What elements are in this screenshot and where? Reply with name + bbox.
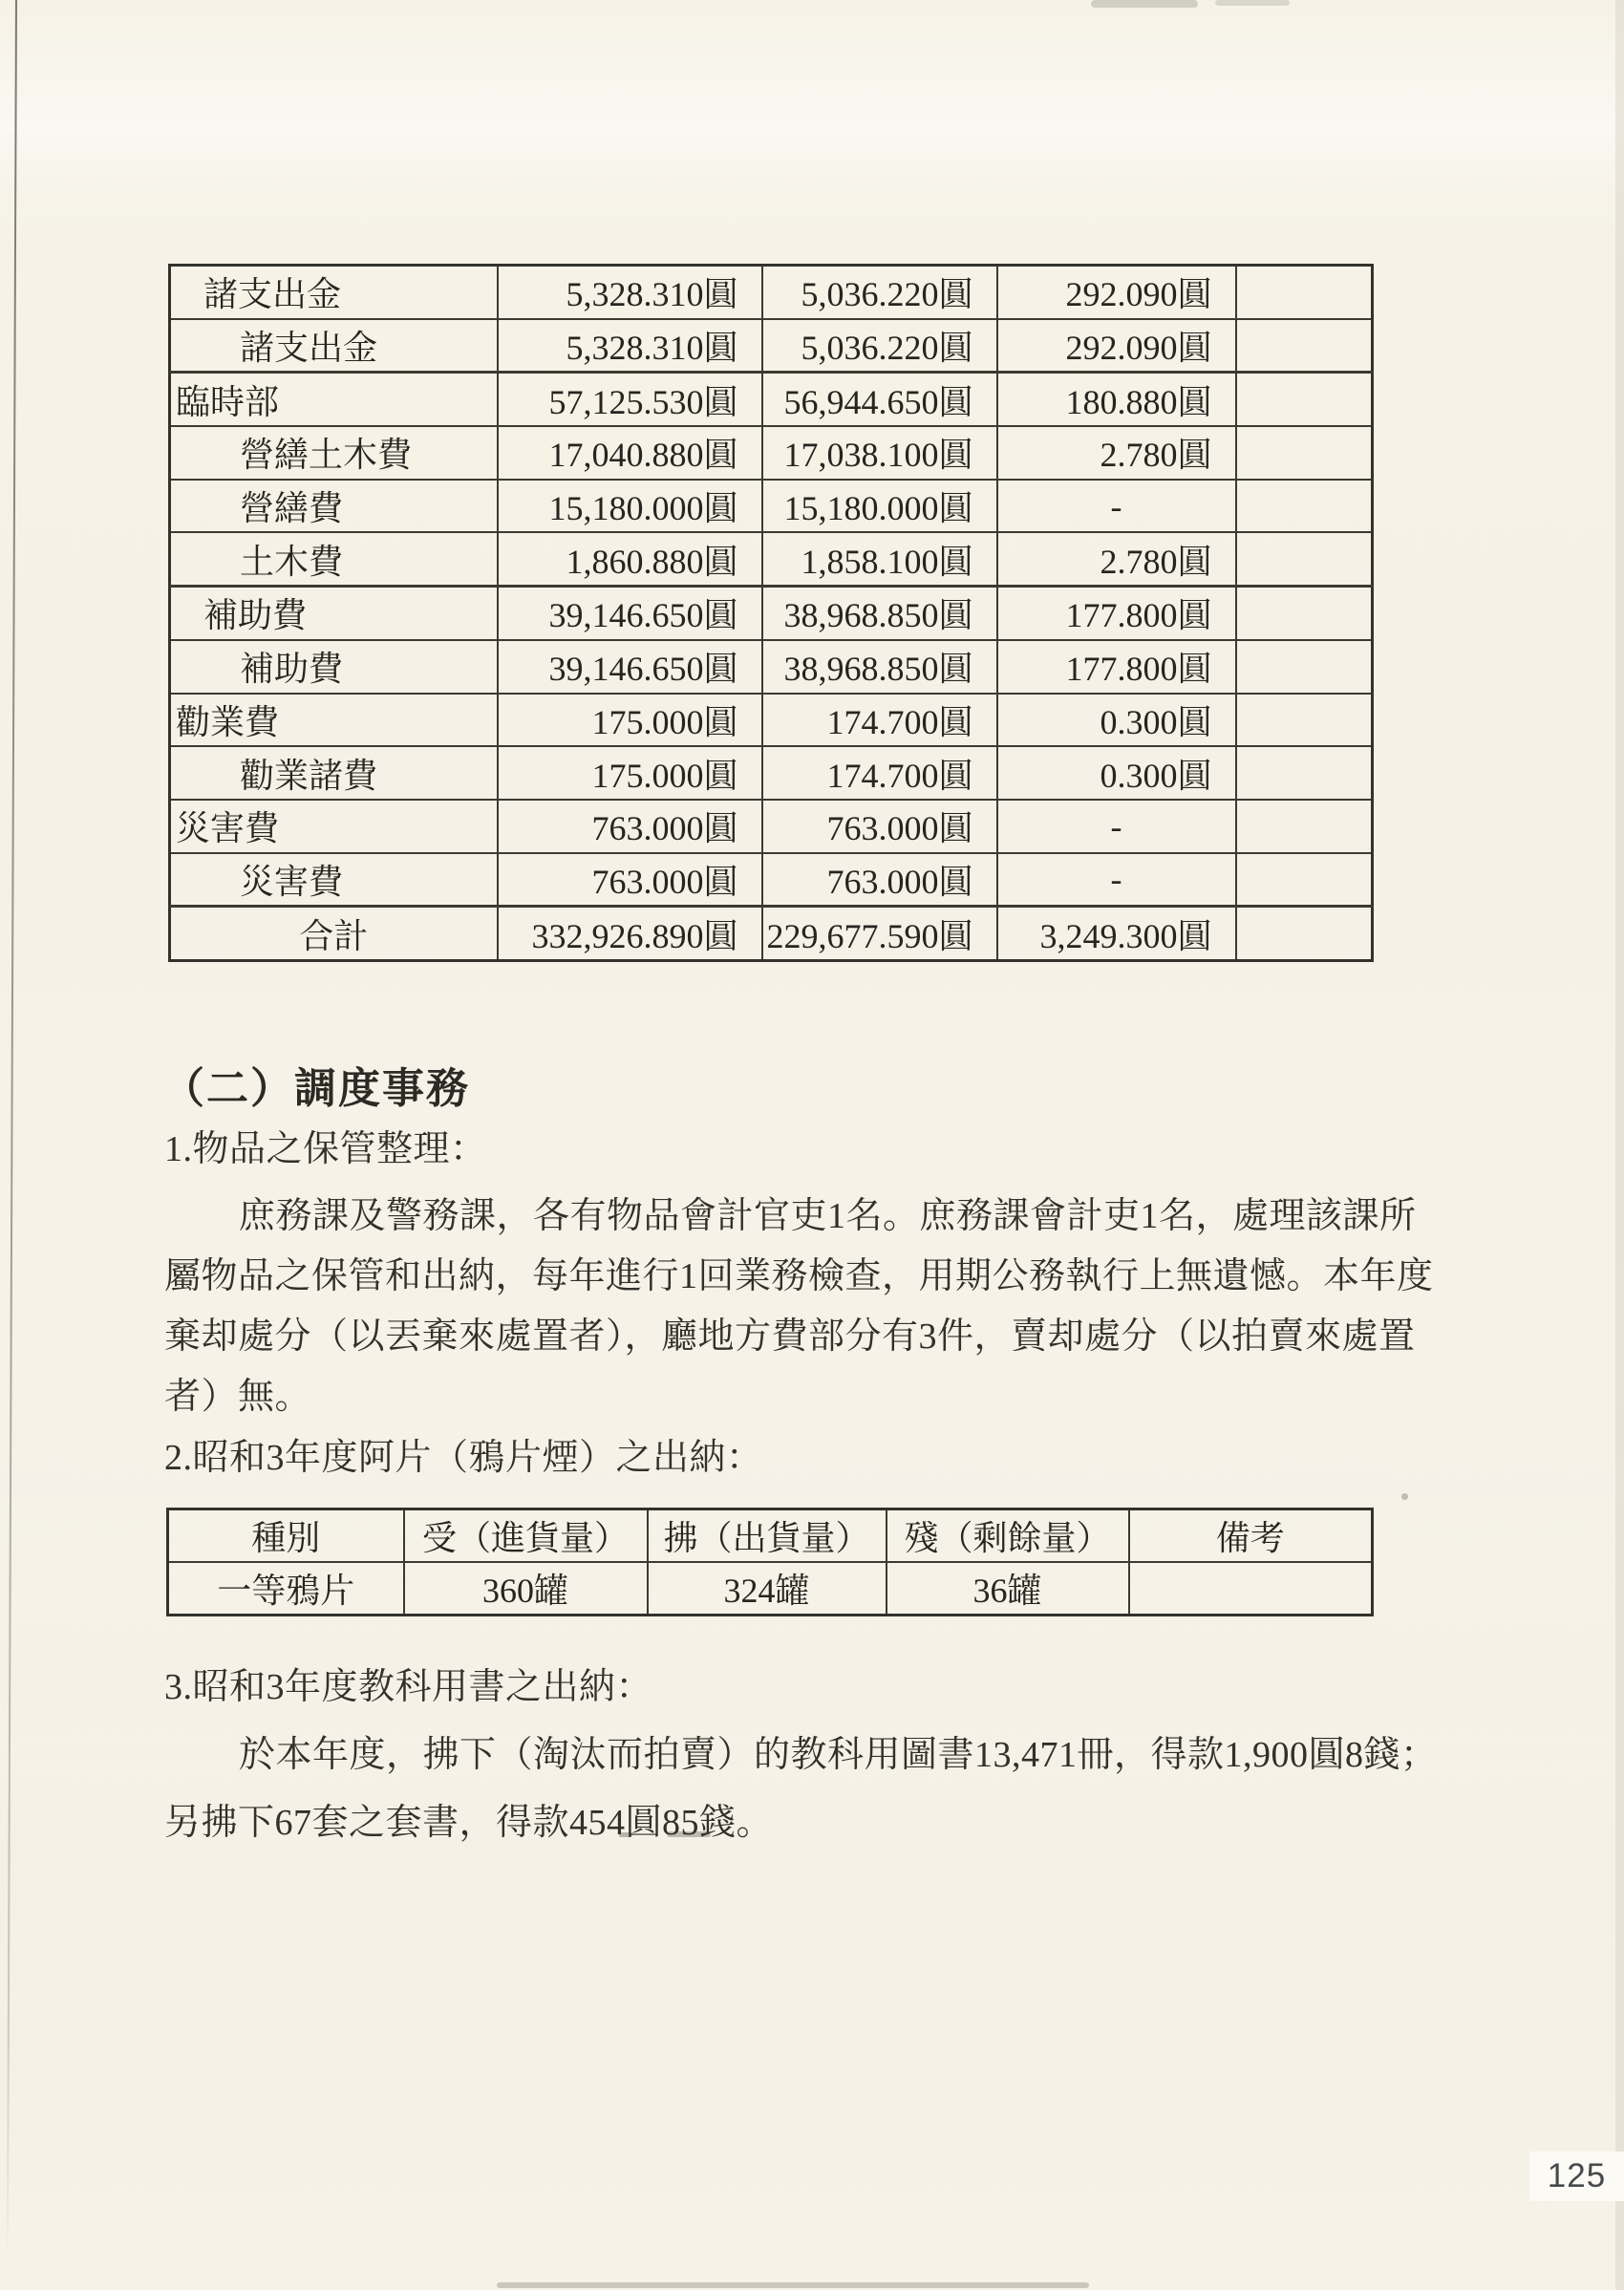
settlement-cell: 15,180.000圓 <box>762 480 997 533</box>
row-label: 勸業費 <box>170 694 498 747</box>
settlement-cell: 174.700圓 <box>762 694 997 747</box>
item1-paragraph-line: 者）無。 <box>164 1377 312 1417</box>
page-number-box <box>1529 2151 1624 2201</box>
difference-cell: 0.300圓 <box>997 746 1236 800</box>
item3-paragraph-line: 另拂下67套之套書，得款454圓85錢。 <box>164 1803 774 1843</box>
row-label: 災害費 <box>170 800 498 853</box>
row-label: 勸業諸費 <box>170 746 498 800</box>
note-cell <box>1236 319 1373 373</box>
left-cell: 36罐 <box>887 1562 1129 1616</box>
settlement-cell: 56,944.650圓 <box>762 373 997 426</box>
settlement-cell: 38,968.850圓 <box>762 587 997 640</box>
settlement-cell: 17,038.100圓 <box>762 426 997 480</box>
item3-title: 3.昭和3年度教科用書之出納： <box>164 1667 653 1707</box>
scan-smudge <box>497 2282 1089 2288</box>
table-row <box>170 480 1373 533</box>
budget-cell: 175.000圓 <box>498 746 762 800</box>
difference-cell: 177.800圓 <box>997 640 1236 694</box>
settlement-cell: 5,036.220圓 <box>762 266 997 319</box>
difference-cell: 177.800圓 <box>997 587 1236 640</box>
row-label: 補助費 <box>170 587 498 640</box>
type-cell: 一等鴉片 <box>168 1562 404 1616</box>
difference-cell: 2.780圓 <box>997 532 1236 586</box>
item2-title: 2.昭和3年度阿片（鴉片煙）之出納： <box>164 1438 763 1478</box>
table-row-total <box>170 907 1373 961</box>
header-cell: 殘（剩餘量） <box>887 1509 1129 1563</box>
note-cell <box>1236 426 1373 480</box>
note-cell <box>1236 746 1373 800</box>
item1-title: 1.物品之保管整理： <box>164 1129 487 1169</box>
table-row <box>170 426 1373 480</box>
table-row <box>170 319 1373 373</box>
out-cell: 324罐 <box>648 1562 887 1616</box>
row-label: 補助費 <box>170 640 498 694</box>
difference-cell: - <box>997 853 1236 907</box>
settlement-cell: 763.000圓 <box>762 853 997 907</box>
opium-table-data-row <box>168 1562 1373 1616</box>
budget-cell: 1,860.880圓 <box>498 532 762 586</box>
header-cell: 拂（出貨量） <box>648 1509 887 1563</box>
budget-cell: 57,125.530圓 <box>498 373 762 426</box>
note-cell <box>1236 640 1373 694</box>
table-row <box>170 694 1373 747</box>
row-label: 土木費 <box>170 532 498 586</box>
item1-paragraph-line: 庶務課及警務課，各有物品會計官吏1名。庶務課會計吏1名，處理該課所 <box>239 1196 1417 1236</box>
item1-paragraph-line: 屬物品之保管和出納，每年進行1回業務檢查，用期公務執行上無遺憾。本年度 <box>164 1256 1434 1296</box>
row-label: 災害費 <box>170 853 498 907</box>
note-cell <box>1236 907 1373 961</box>
total-label: 合計 <box>170 907 498 961</box>
row-label: 諸支出金 <box>170 319 498 373</box>
table-row <box>170 853 1373 907</box>
scan-edge-line <box>7 0 17 2262</box>
settlement-cell: 763.000圓 <box>762 800 997 853</box>
budget-total-cell: 332,926.890圓 <box>498 907 762 961</box>
difference-cell: 2.780圓 <box>997 426 1236 480</box>
table-row <box>170 746 1373 800</box>
note-cell <box>1236 800 1373 853</box>
difference-cell: - <box>997 800 1236 853</box>
row-label: 諸支出金 <box>170 266 498 319</box>
row-label: 臨時部 <box>170 373 498 426</box>
table-row <box>170 532 1373 586</box>
header-cell: 種別 <box>168 1509 404 1563</box>
note-cell <box>1236 532 1373 586</box>
scan-speck <box>1401 1493 1408 1500</box>
budget-cell: 39,146.650圓 <box>498 640 762 694</box>
difference-cell: 180.880圓 <box>997 373 1236 426</box>
section-heading: （二）調度事務 <box>162 1065 470 1112</box>
opium-table <box>166 1508 1374 1616</box>
settlement-cell: 38,968.850圓 <box>762 640 997 694</box>
budget-cell: 15,180.000圓 <box>498 480 762 533</box>
table-row <box>170 587 1373 640</box>
budget-cell: 763.000圓 <box>498 853 762 907</box>
scan-smudge <box>1215 0 1290 6</box>
difference-total-cell: 3,249.300圓 <box>997 907 1236 961</box>
opium-table-header-row <box>168 1509 1373 1563</box>
settlement-cell: 5,036.220圓 <box>762 319 997 373</box>
budget-cell: 763.000圓 <box>498 800 762 853</box>
difference-cell: 0.300圓 <box>997 694 1236 747</box>
item1-paragraph-line: 棄却處分（以丟棄來處置者），廳地方費部分有3件，賣却處分（以拍賣來處置 <box>164 1316 1416 1357</box>
table-row <box>170 800 1373 853</box>
difference-cell: - <box>997 480 1236 533</box>
note-cell <box>1236 587 1373 640</box>
settlement-total-cell: 229,677.590圓 <box>762 907 997 961</box>
item3-paragraph-line: 於本年度，拂下（淘汰而拍賣）的教科用圖書13,471冊，得款1,900圓8錢； <box>239 1735 1438 1775</box>
header-cell: 受（進貨量） <box>404 1509 648 1563</box>
note-cell <box>1236 266 1373 319</box>
in-cell: 360罐 <box>404 1562 648 1616</box>
table-row <box>170 373 1373 426</box>
note-cell <box>1236 694 1373 747</box>
note-cell <box>1129 1562 1373 1616</box>
settlement-cell: 1,858.100圓 <box>762 532 997 586</box>
difference-cell: 292.090圓 <box>997 319 1236 373</box>
budget-cell: 17,040.880圓 <box>498 426 762 480</box>
difference-cell: 292.090圓 <box>997 266 1236 319</box>
budget-cell: 5,328.310圓 <box>498 319 762 373</box>
table-row <box>170 266 1373 319</box>
note-cell <box>1236 480 1373 533</box>
page-number: 125 <box>1547 2157 1607 2194</box>
expenditure-table <box>168 264 1374 962</box>
row-label: 營繕土木費 <box>170 426 498 480</box>
budget-cell: 39,146.650圓 <box>498 587 762 640</box>
budget-cell: 5,328.310圓 <box>498 266 762 319</box>
budget-cell: 175.000圓 <box>498 694 762 747</box>
note-cell <box>1236 373 1373 426</box>
note-cell <box>1236 853 1373 907</box>
table-row <box>170 640 1373 694</box>
scan-edge-shade <box>1615 0 1624 2290</box>
scan-smudge <box>1091 0 1198 8</box>
row-label: 營繕費 <box>170 480 498 533</box>
header-cell: 備考 <box>1129 1509 1373 1563</box>
settlement-cell: 174.700圓 <box>762 746 997 800</box>
